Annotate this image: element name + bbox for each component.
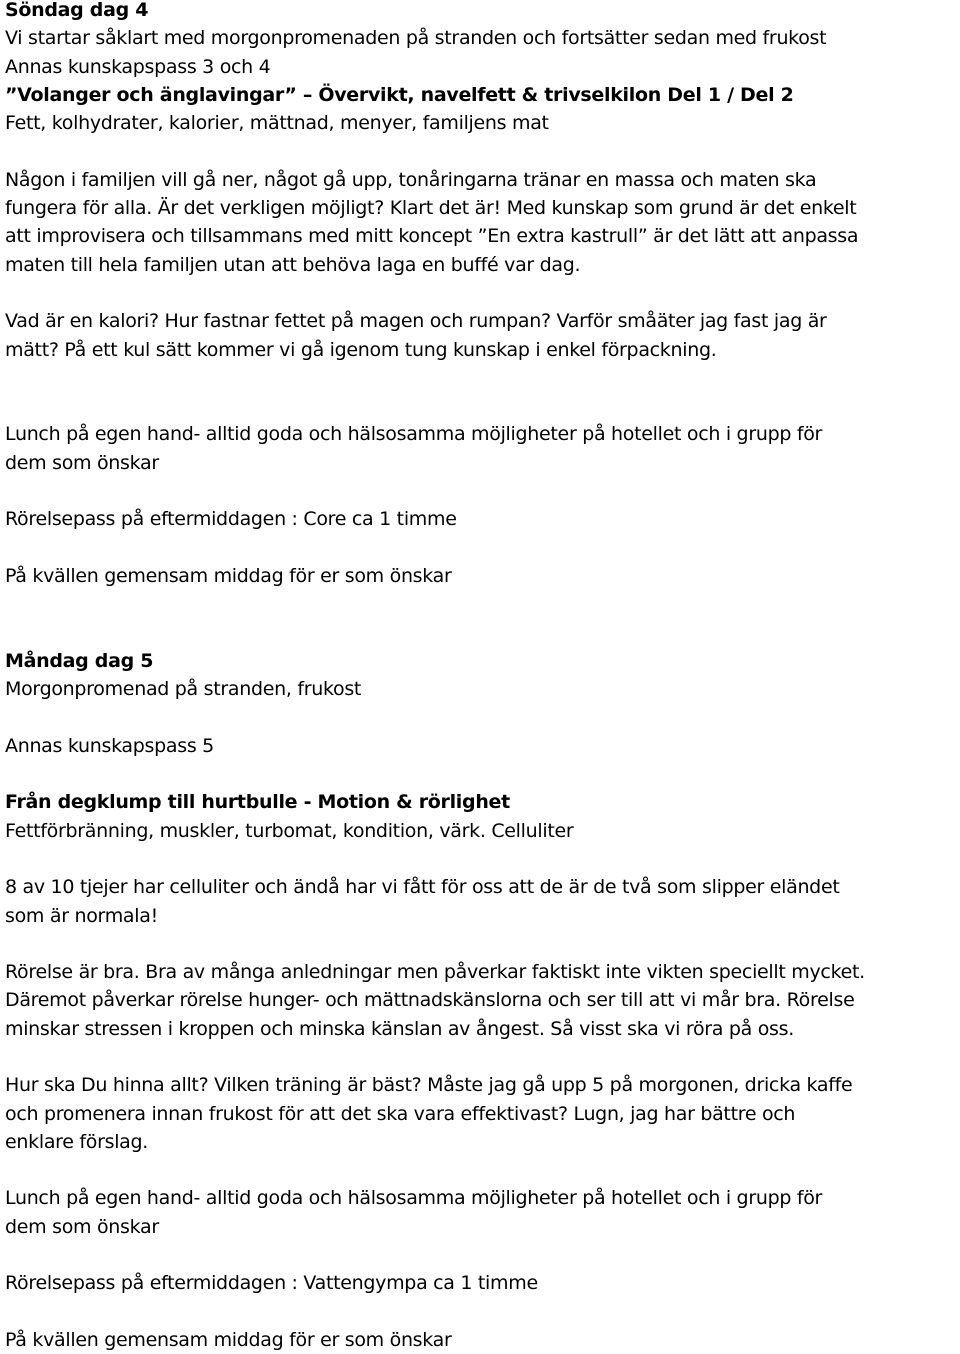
monday-para3-line: enklare förslag. — [5, 1130, 149, 1153]
monday-lunch-line: Lunch på egen hand- alltid goda och hälsosamma möjligheter på hotellet och i grupp för — [5, 1187, 823, 1210]
sunday-lunch-line: Lunch på egen hand- alltid goda och hälsosamma möjligheter på hotellet och i grupp för — [5, 423, 823, 446]
monday-session-line: Annas kunskapspass 5 — [5, 734, 214, 757]
sunday-para1-line: att improvisera och tillsammans med mitt koncept ”En extra kastrull” är det lätt att anpassa — [5, 225, 859, 248]
sunday-morning-line: Vi startar såklart med morgonpromenaden på stranden och fortsätter sedan med frukost — [5, 27, 827, 50]
spacer — [5, 392, 955, 420]
sunday-heading: Söndag dag 4 — [5, 0, 149, 21]
sunday-session-title: ”Volanger och änglavingar” – Övervikt, navelfett & trivselkilon Del 1 / Del 2 — [5, 83, 794, 106]
spacer — [5, 703, 955, 731]
sunday-section — [5, 0, 955, 590]
sunday-para1-line: Någon i familjen vill gå ner, något gå upp, tonåringarna tränar en massa och maten ska — [5, 168, 817, 191]
spacer — [5, 364, 955, 392]
monday-section — [5, 647, 955, 1354]
spacer — [5, 619, 955, 647]
spacer — [5, 1156, 955, 1184]
monday-evening-line: På kvällen gemensam middag för er som önskar — [5, 1328, 452, 1351]
monday-para1-line: som är normala! — [5, 904, 158, 927]
spacer — [5, 590, 955, 618]
spacer — [5, 760, 955, 788]
spacer — [5, 137, 955, 165]
monday-para1-line: 8 av 10 tjejer har celluliter och ändå har vi fått för oss att de är de två som slipper eländet — [5, 876, 840, 899]
monday-para3-line: Hur ska Du hinna allt? Vilken träning är bäst? Måste jag gå upp 5 på morgonen, dricka kaffe — [5, 1074, 853, 1097]
sunday-session-line: Annas kunskapspass 3 och 4 — [5, 55, 271, 78]
spacer — [5, 930, 955, 958]
monday-para2-line: Däremot påverkar rörelse hunger- och mättnadskänslorna och ser till att vi mår bra. Rörelse — [5, 989, 855, 1012]
sunday-para2-line: mätt? På ett kul sätt kommer vi gå igenom tung kunskap i enkel förpackning. — [5, 338, 717, 361]
monday-morning-line: Morgonpromenad på stranden, frukost — [5, 678, 362, 701]
monday-para2-line: minskar stressen i kroppen och minska känslan av ångest. Så visst ska vi röra på oss. — [5, 1017, 794, 1040]
spacer — [5, 279, 955, 307]
monday-para2-line: Rörelse är bra. Bra av många anledningar men påverkar faktiskt inte vikten speciellt mycket. — [5, 961, 865, 984]
monday-session-title: Från degklump till hurtbulle - Motion & rörlighet — [5, 791, 510, 814]
monday-heading: Måndag dag 5 — [5, 649, 154, 672]
spacer — [5, 534, 955, 562]
sunday-session-topics: Fett, kolhydrater, kalorier, mättnad, menyer, familjens mat — [5, 112, 549, 135]
monday-lunch-line: dem som önskar — [5, 1215, 159, 1238]
spacer — [5, 845, 955, 873]
spacer — [5, 1043, 955, 1071]
spacer — [5, 477, 955, 505]
sunday-movement-line: Rörelsepass på eftermiddagen : Core ca 1 timme — [5, 508, 457, 531]
sunday-para1-line: fungera för alla. Är det verkligen möjligt? Klart det är! Med kunskap som grund är det enkelt — [5, 197, 857, 220]
sunday-para2-line: Vad är en kalori? Hur fastnar fettet på magen och rumpan? Varför småäter jag fast jag är — [5, 310, 827, 333]
sunday-lunch-line: dem som önskar — [5, 451, 159, 474]
spacer — [5, 1298, 955, 1326]
sunday-para1-line: maten till hela familjen utan att behöva laga en buffé var dag. — [5, 253, 581, 276]
sunday-evening-line: På kvällen gemensam middag för er som önskar — [5, 564, 452, 587]
monday-movement-line: Rörelsepass på eftermiddagen : Vattengympa ca 1 timme — [5, 1272, 538, 1295]
spacer — [5, 1241, 955, 1269]
monday-para3-line: och promenera innan frukost för att det ska vara effektivast? Lugn, jag har bättre och — [5, 1102, 796, 1125]
monday-session-topics: Fettförbränning, muskler, turbomat, kondition, värk. Celluliter — [5, 819, 574, 842]
